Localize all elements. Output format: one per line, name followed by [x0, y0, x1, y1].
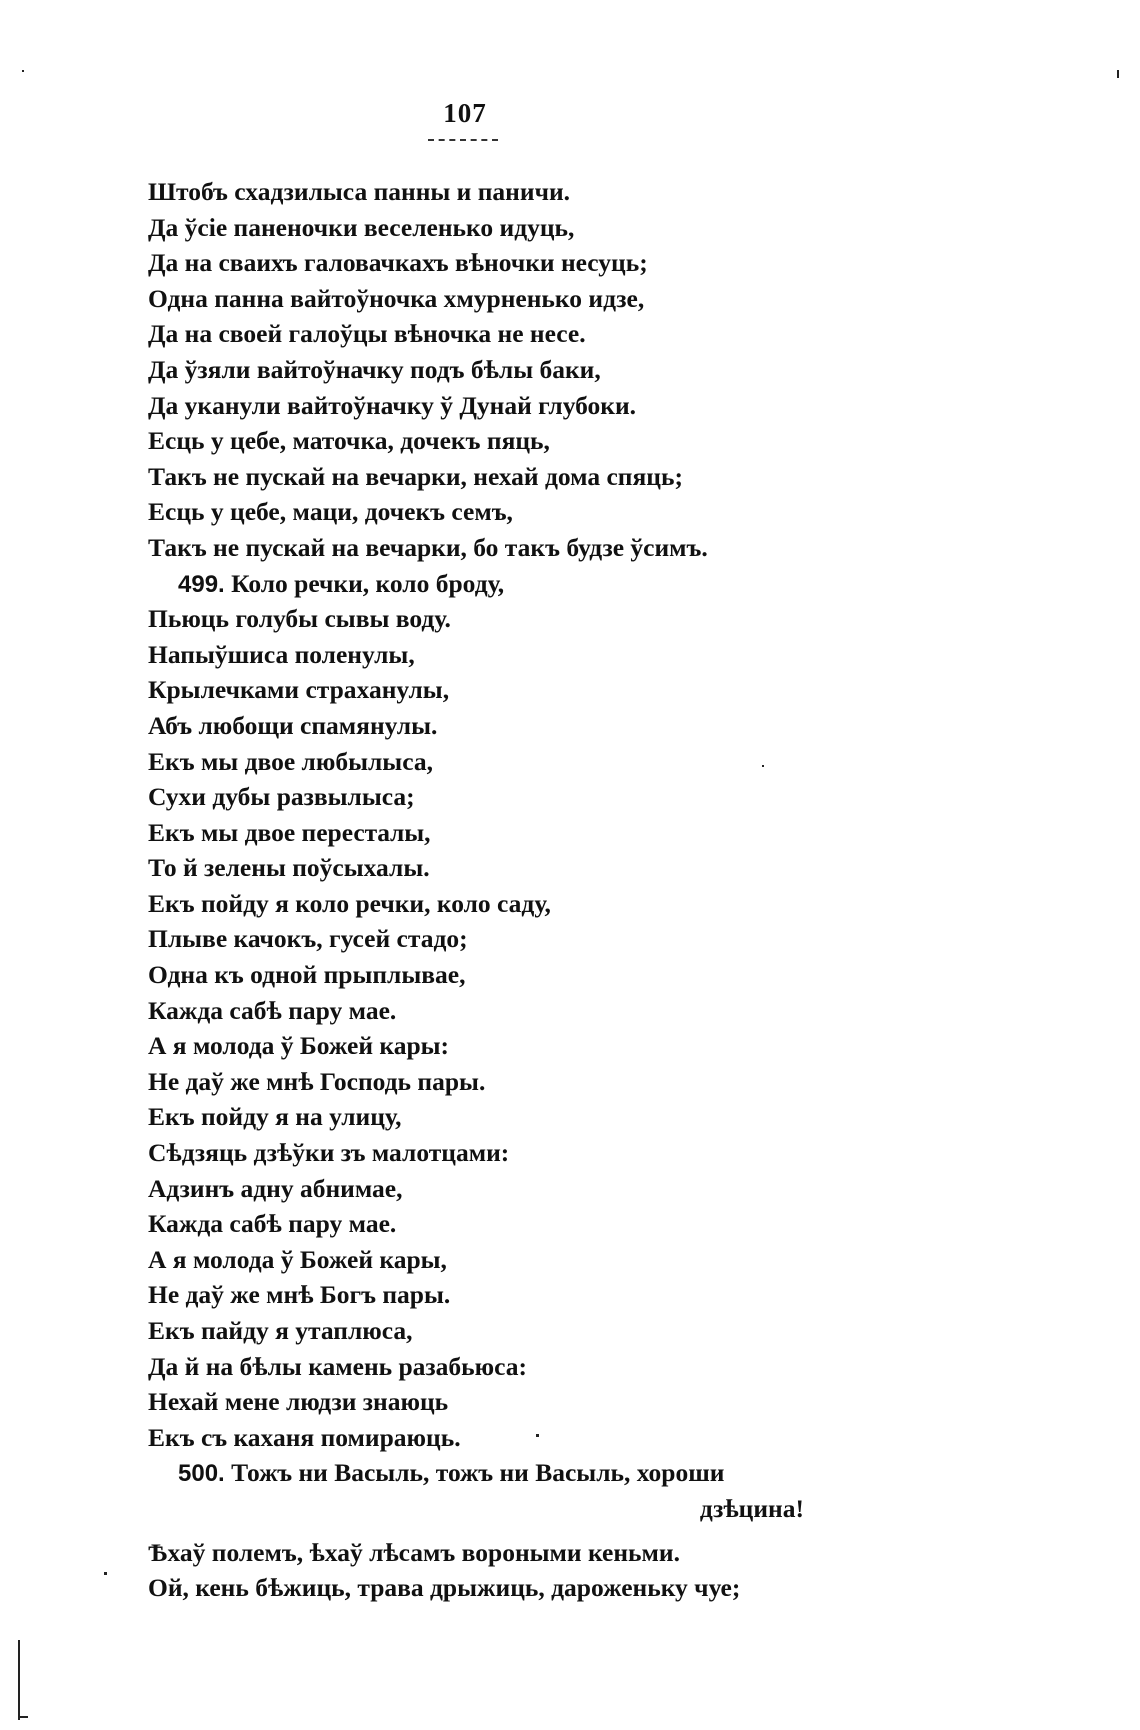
text-line: Такъ не пускай на вечарки, нехай дома спяць; [148, 461, 683, 491]
text-line: Есць у цебе, мaци, дочекъ семъ, [148, 497, 513, 527]
song-first-line: Коло речки, коло броду, [224, 568, 505, 598]
text-line: Екъ пайду я утаплюса, [148, 1316, 413, 1345]
page-number-rule [428, 139, 498, 141]
text-line: Ѣхаў полемъ, ѣхаў лѣсамъ вороными кеньми. [148, 1537, 680, 1567]
song-500-heading [148, 1455, 928, 1491]
text-line: Не даў же мнѣ Господь пары. [148, 1066, 486, 1096]
text-line: Ой, кень бѣжиць, трава дрыжиць, дароженьку чуе; [148, 1573, 741, 1603]
scan-mark [104, 1572, 107, 1575]
song-number: 499. [178, 570, 225, 598]
text-line: Плыве качокъ, гусей стадо; [148, 924, 468, 954]
text-line: Да на сваихъ галовачкахъ вѣночки несуць; [148, 248, 648, 278]
text-line: Екъ мы двое перестaлы, [148, 817, 431, 847]
text-line: Одна панна вайтоўночка хмурненько идзе, [148, 283, 645, 313]
text-line: Да на своей галоўцы вѣночка не несе. [148, 319, 586, 349]
scan-mark [762, 765, 764, 767]
text-line: Не даў же мнѣ Богъ пары. [148, 1280, 451, 1310]
text-line: А я молода ў Божей кары: [148, 1031, 450, 1061]
text-line: Пьюць голубы сывы воду. [148, 604, 451, 634]
text-line: Да ўсіе паненочки веселенько идуць, [148, 212, 575, 242]
text-line: Екъ пойду я на улицу, [148, 1102, 402, 1132]
text-line: А я молода ў Божей кары, [148, 1244, 447, 1274]
song-number: 500. [178, 1460, 225, 1488]
scan-mark [1117, 70, 1119, 78]
text-line-continuation: дзѣцина! [699, 1493, 804, 1523]
text-line: Абъ любощи спамянулы. [148, 710, 438, 740]
text-line: Екъ съ каханя помираюць. [148, 1422, 461, 1452]
scan-mark [22, 70, 24, 72]
text-line: Екъ мы двое любылыса, [148, 746, 433, 776]
text-line: Да ўзяли вайтоўначку подъ бѣлы баки, [148, 354, 601, 384]
text-line: Кажда сабѣ пару мае. [148, 995, 397, 1025]
text-line: Есць у цебе, маточка, дочекъ пяць, [148, 426, 550, 456]
text-line: Кажда сабѣ пару мае. [148, 1209, 397, 1239]
text-line: Сѣдзяць дзѣўки зъ малотцами: [148, 1138, 510, 1168]
text-line: Да й на бѣлы камень разабьюса: [148, 1351, 528, 1381]
text-line: То й зелены поўсыхалы. [148, 853, 430, 883]
text-block [148, 174, 928, 1606]
text-line: Адзинъ адну абнимае, [148, 1173, 403, 1203]
text-line: Екъ пойду я коло речки, коло саду, [148, 888, 551, 918]
scan-mark [18, 1640, 20, 1720]
spacer [148, 1527, 928, 1535]
song-499-heading [148, 566, 928, 602]
song-first-line: Тожъ ни Васыль, тожъ ни Васыль, хороши [224, 1458, 725, 1488]
scan-mark [536, 1434, 539, 1437]
text-line: Такъ не пускай на вечарки, бо такъ будзе ўсимъ. [148, 532, 708, 562]
scan-mark [18, 1716, 28, 1718]
text-line: Напыўшиса поленулы, [148, 639, 415, 669]
text-line: Одна къ одной прыплывае, [148, 960, 466, 990]
text-line: Нехай мене людзи знаюць [148, 1387, 449, 1417]
text-line: Крылечками страханулы, [148, 675, 450, 705]
text-line: Штобъ схадзилыса панны и паничи. [148, 177, 571, 206]
text-line: Да укaнули вайтоўначку ў Дунай глубоки. [148, 390, 637, 420]
page-number: 107 [443, 98, 487, 128]
text-line: Сухи дубы развылыса; [148, 782, 415, 812]
